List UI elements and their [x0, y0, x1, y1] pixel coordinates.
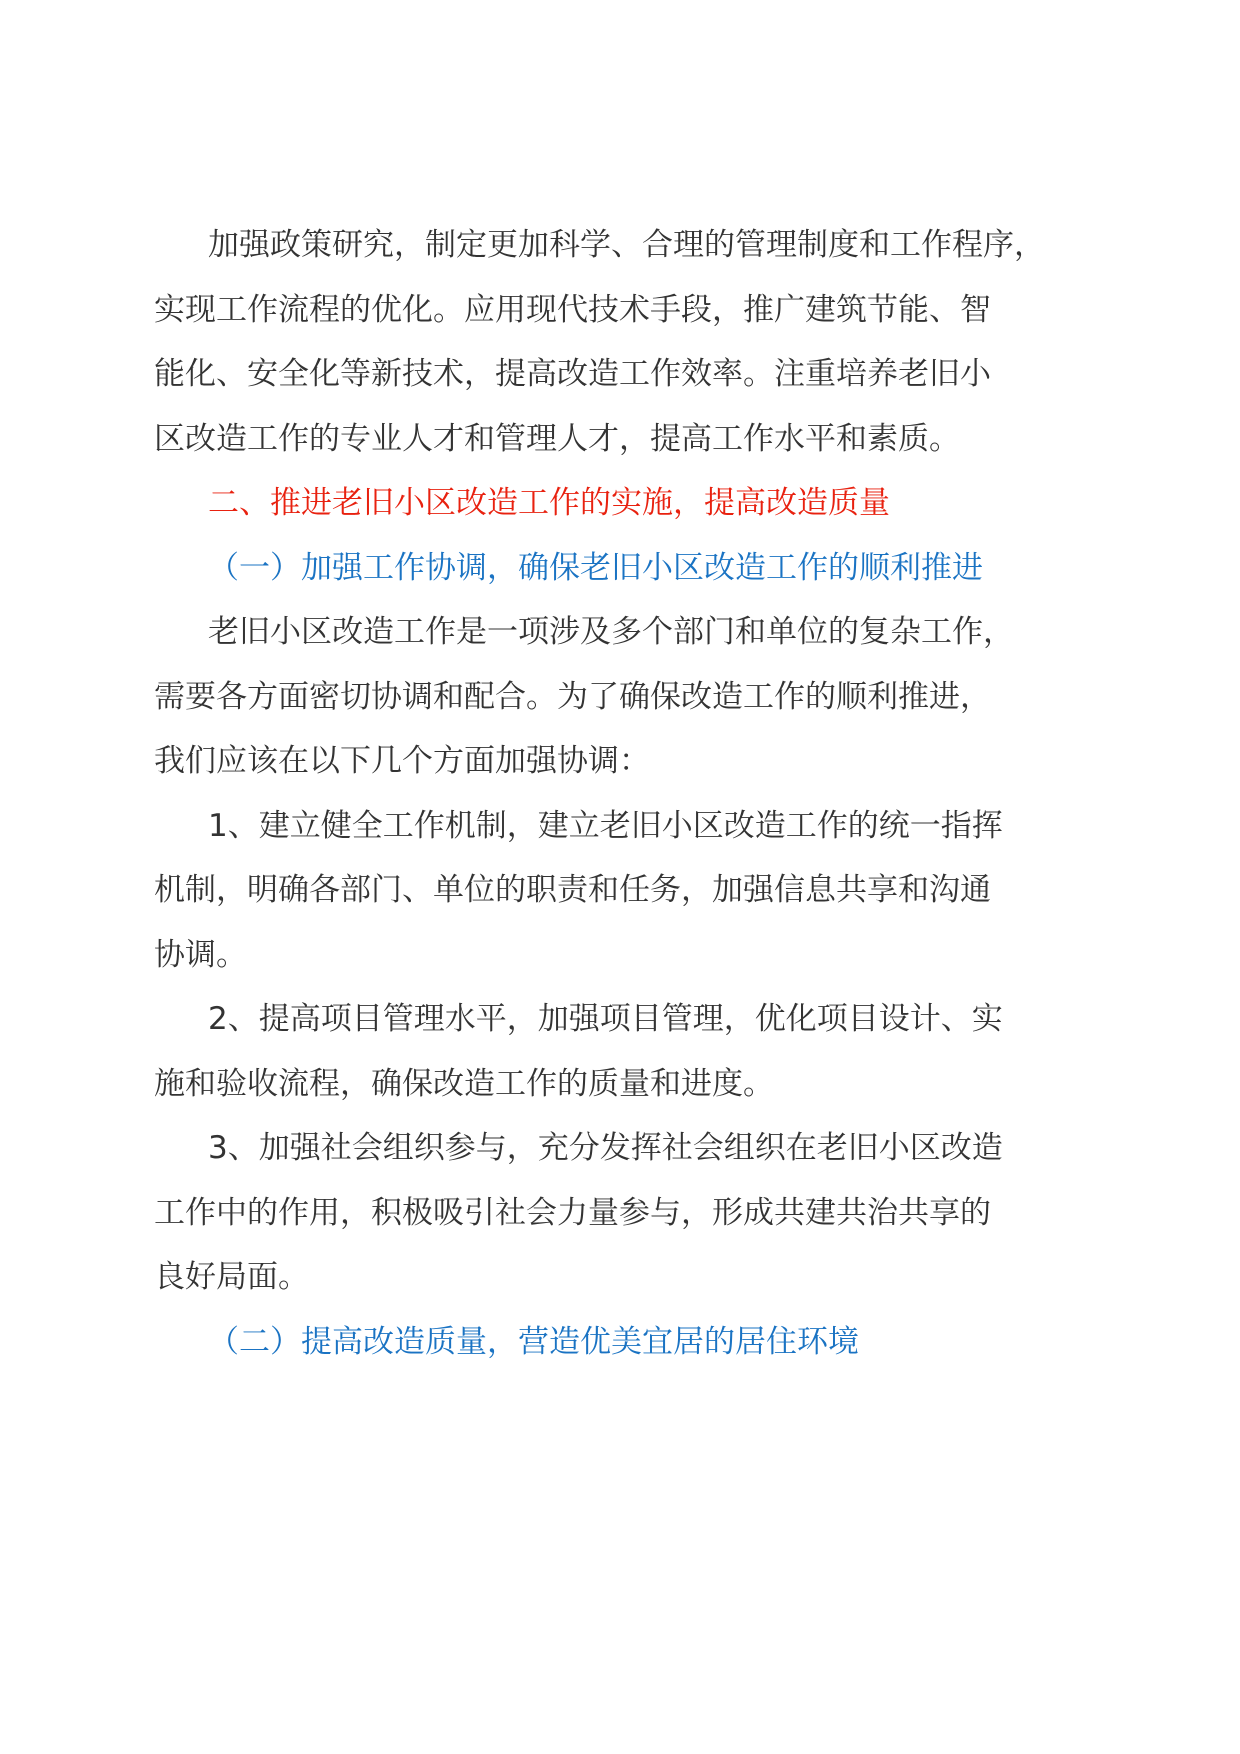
list-item-line: 2、提高项目管理水平，加强项目管理，优化项目设计、实 [208, 1001, 1003, 1037]
subsection-heading: （二）提高改造质量，营造优美宜居的居住环境 [208, 1323, 859, 1360]
list-item-line: 3、加强社会组织参与，充分发挥社会组织在老旧小区改造 [208, 1130, 1003, 1166]
list-item-line: 施和验收流程，确保改造工作的质量和进度。 [154, 1065, 774, 1102]
paragraph-line: 区改造工作的专业人才和管理人才，提高工作水平和素质。 [154, 420, 960, 457]
list-item-line: 机制，明确各部门、单位的职责和任务，加强信息共享和沟通 [154, 872, 991, 908]
paragraph-line: 能化、安全化等新技术，提高改造工作效率。注重培养老旧小 [154, 356, 991, 392]
list-item-line: 协调。 [154, 936, 247, 973]
paragraph-line: 实现工作流程的优化。应用现代技术手段，推广建筑节能、智 [154, 291, 991, 328]
section-heading: 二、推进老旧小区改造工作的实施，提高改造质量 [208, 485, 890, 521]
list-item-line: 工作中的作用，积极吸引社会力量参与，形成共建共治共享的 [154, 1194, 991, 1231]
list-item-line: 良好局面。 [154, 1259, 309, 1295]
subsection-heading: （一）加强工作协调，确保老旧小区改造工作的顺利推进 [208, 549, 983, 586]
document-body [154, 213, 1114, 1374]
paragraph-line: 需要各方面密切协调和配合。为了确保改造工作的顺利推进， [154, 678, 991, 715]
paragraph-line: 加强政策研究，制定更加科学、合理的管理制度和工作程序， [208, 227, 1045, 263]
paragraph-line: 我们应该在以下几个方面加强协调： [154, 743, 650, 779]
paragraph-line: 老旧小区改造工作是一项涉及多个部门和单位的复杂工作， [208, 614, 1014, 650]
list-item-line: 1、建立健全工作机制，建立老旧小区改造工作的统一指挥 [208, 807, 1003, 844]
